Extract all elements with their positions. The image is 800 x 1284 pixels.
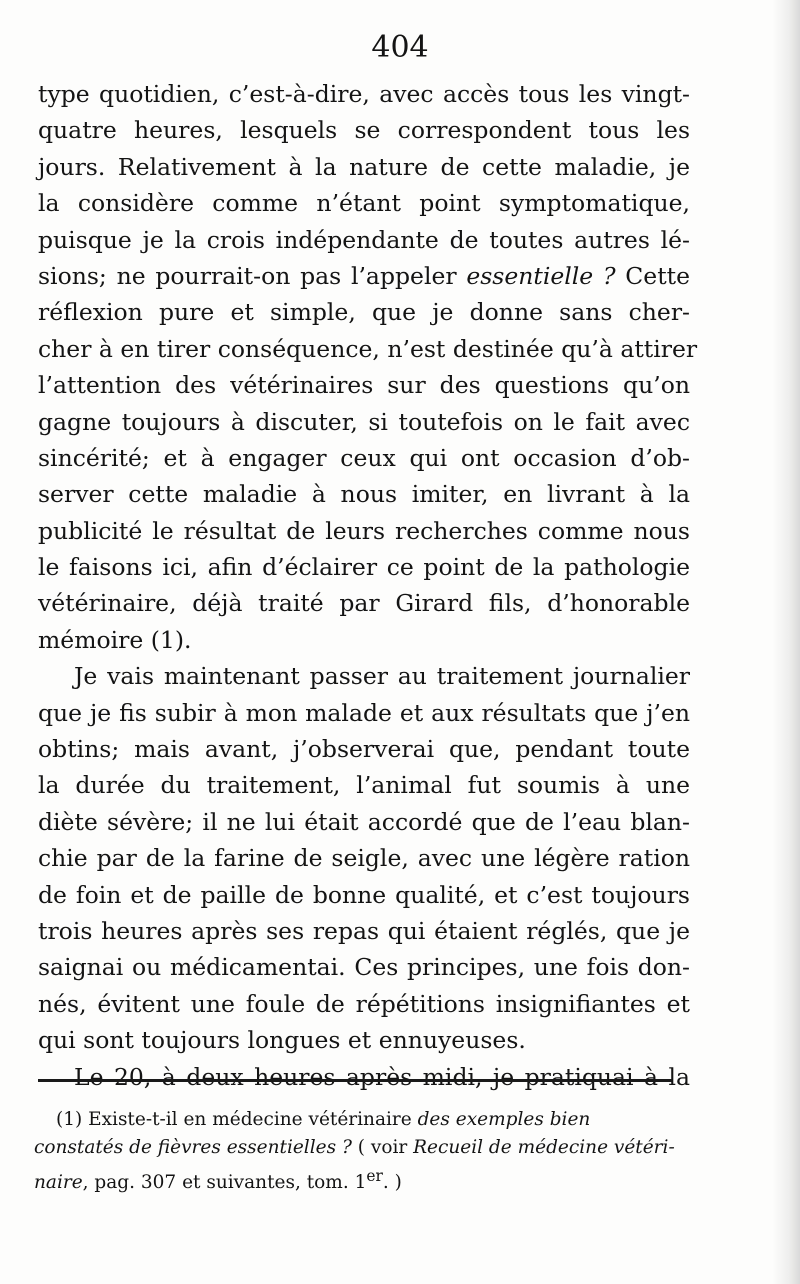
text-line: obtins; mais avant, j’observerai que, pendant toute <box>38 735 690 764</box>
footnote-separator-rule <box>38 1079 672 1082</box>
footnote-line: constatés de fièvres essentielles ? ( voir Recueil de médecine vétéri- <box>34 1137 675 1158</box>
text-line: diète sévère; il ne lui était accordé que de l’eau blan- <box>38 807 690 836</box>
text-line: la considère comme n’étant point symptomatique, <box>38 189 690 218</box>
text-line: puisque je la crois indépendante de toutes autres lé- <box>38 225 690 254</box>
text-line: vétérinaire, déjà traité par Girard fils, d’honorable <box>38 589 690 618</box>
text-line: saignai ou médicamentai. Ces principes, une fois don- <box>38 953 690 982</box>
text-line: que je fis subir à mon malade et aux résultats que j’en <box>38 698 690 727</box>
text-line: Le 20, à deux heures après midi, je pratiquai à la <box>74 1062 690 1091</box>
text-line: trois heures après ses repas qui étaient réglés, que je <box>38 916 690 945</box>
body-text <box>38 76 698 1095</box>
text-line: le faisons ici, afin d’éclairer ce point de la pathologie <box>38 553 690 582</box>
text-line: server cette maladie à nous imiter, en livrant à la <box>38 480 690 509</box>
text-line: qui sont toujours longues et ennuyeuses. <box>38 1026 526 1055</box>
text-line: mémoire (1). <box>38 625 192 654</box>
footnote <box>34 1106 684 1194</box>
text-line: sions; ne pourrait-on pas l’appeler essentielle ? Cette <box>38 261 690 290</box>
text-line: cher à en tirer conséquence, n’est destinée qu’à attirer <box>38 334 698 363</box>
text-line: Je vais maintenant passer au traitement journalier <box>74 662 690 691</box>
text-line: de foin et de paille de bonne qualité, et c’est toujours <box>38 880 690 909</box>
footnote-line: naire, pag. 307 et suivantes, tom. 1er. ) <box>34 1167 402 1194</box>
italic-text: Recueil de médecine vétéri- <box>413 1137 675 1158</box>
text-line: gagne toujours à discuter, si toutefois on le fait avec <box>38 407 690 436</box>
page-edge-shadow <box>772 0 800 1284</box>
footnote-line: (1) Existe-t-il en médecine vétérinaire des exemples bien <box>56 1109 591 1130</box>
text-line: jours. Relativement à la nature de cette maladie, je <box>38 152 690 181</box>
text-line: la durée du traitement, l’animal fut soumis à une <box>38 771 690 800</box>
italic-text: naire <box>34 1172 83 1194</box>
text-line: chie par de la farine de seigle, avec une légère ration <box>38 844 690 873</box>
text-line: l’attention des vétérinaires sur des questions qu’on <box>38 371 690 400</box>
text-line: type quotidien, c’est-à-dire, avec accès tous les vingt- <box>38 80 690 108</box>
italic-text: constatés de fièvres essentielles ? <box>34 1137 352 1158</box>
page-number: 404 <box>371 30 429 65</box>
text-line: nés, évitent une foule de répétitions insignifiantes et <box>38 989 690 1018</box>
text-line: quatre heures, lesquels se correspondent tous les <box>38 116 690 145</box>
superscript: er <box>366 1167 383 1185</box>
text-line: réflexion pure et simple, que je donne sans cher- <box>38 298 690 327</box>
italic-text: des exemples bien <box>417 1109 591 1130</box>
italic-term: essentielle ? <box>466 261 616 290</box>
text-line: sincérité; et à engager ceux qui ont occasion d’ob- <box>38 443 690 472</box>
text-line: publicité le résultat de leurs recherches comme nous <box>38 516 690 545</box>
